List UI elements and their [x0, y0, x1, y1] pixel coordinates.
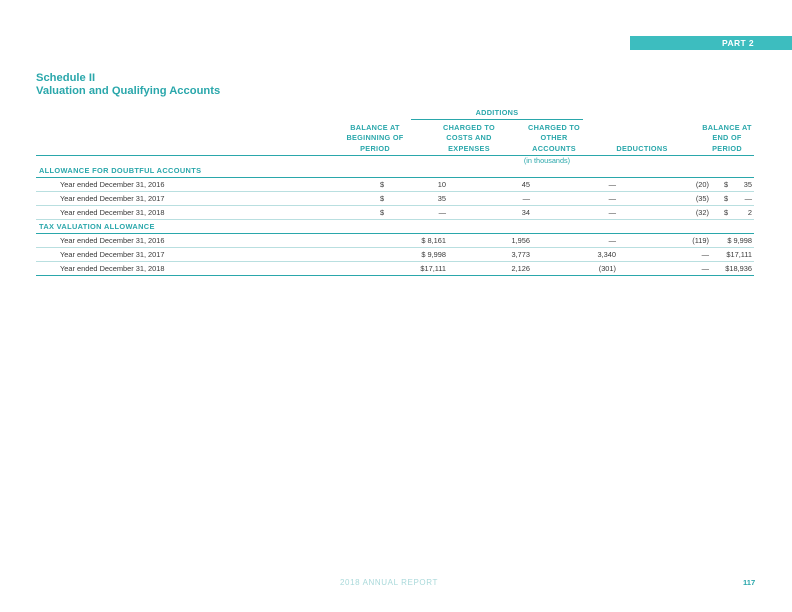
title-line-1: Schedule II — [36, 72, 96, 84]
balance-end-value: 35 — [743, 180, 752, 189]
charged-other-value: 3,340 — [597, 250, 616, 259]
table-row — [36, 192, 754, 206]
charged-costs-value: 45 — [521, 180, 530, 189]
dollar-sign: $ — [380, 194, 385, 203]
column-header-balance-begin — [336, 123, 414, 154]
dollar-sign: $ — [380, 208, 385, 217]
report-footer: 2018 ANNUAL REPORT — [340, 578, 438, 587]
part-tab — [630, 36, 792, 50]
header-rule — [36, 155, 754, 156]
balance-end-value: — — [744, 194, 752, 203]
column-header-line: END OF — [712, 133, 742, 143]
column-header-line: BALANCE AT — [702, 123, 752, 132]
column-header-deductions — [605, 144, 679, 154]
balance-begin-value: 35 — [437, 194, 446, 203]
balance-begin-value: 10 — [437, 180, 446, 189]
balance-end-value: $ 9,998 — [727, 236, 752, 245]
title-line-2: Valuation and Qualifying Accounts — [36, 84, 221, 97]
page-number: 117 — [743, 578, 756, 587]
column-header-line: PERIOD — [712, 143, 742, 153]
dollar-sign: $ — [724, 194, 729, 203]
charged-costs-value: 1,956 — [511, 236, 530, 245]
page-title — [36, 72, 220, 97]
charged-costs-value: — — [522, 194, 530, 203]
charged-costs-value: 3,773 — [511, 250, 530, 259]
deductions-value: — — [701, 264, 709, 273]
table-row — [36, 248, 754, 262]
deductions-value: (119) — [692, 236, 709, 245]
column-header-line: OTHER — [540, 133, 568, 143]
dollar-sign: $ — [724, 208, 729, 217]
dollar-sign: $ — [724, 180, 729, 189]
table-row — [36, 234, 754, 248]
column-header-charged-other — [512, 123, 596, 154]
column-header-line: DEDUCTIONS — [616, 143, 668, 153]
charged-other-value: — — [608, 180, 616, 189]
charged-other-value: — — [608, 194, 616, 203]
column-header-line: BALANCE AT — [350, 123, 400, 132]
row-label: Year ended December 31, 2018 — [60, 208, 165, 217]
units-note: (in thousands) — [523, 156, 571, 165]
deductions-value: — — [701, 250, 709, 259]
charged-other-value: — — [608, 236, 616, 245]
charged-costs-value: 2,126 — [511, 264, 530, 273]
row-label: Year ended December 31, 2016 — [60, 236, 165, 245]
column-header-line: COSTS AND — [446, 133, 492, 143]
column-header-line: CHARGED TO — [443, 123, 495, 132]
deductions-value: (20) — [695, 180, 709, 189]
additions-rule — [411, 119, 583, 120]
charged-costs-value: 34 — [521, 208, 530, 217]
deductions-value: (35) — [695, 194, 709, 203]
balance-begin-value: $ 8,161 — [421, 236, 446, 245]
charged-other-value: (301) — [598, 264, 616, 273]
column-header-line: ACCOUNTS — [532, 143, 576, 153]
dollar-sign: $ — [380, 180, 385, 189]
row-label: Year ended December 31, 2018 — [60, 264, 165, 273]
column-header-charged-costs — [426, 123, 512, 154]
table-row — [36, 206, 754, 220]
row-label: Year ended December 31, 2017 — [60, 250, 165, 259]
row-label: Year ended December 31, 2016 — [60, 180, 165, 189]
column-header-line: EXPENSES — [448, 143, 490, 153]
balance-end-value: $17,111 — [726, 250, 752, 259]
additions-header: ADDITIONS — [475, 108, 519, 117]
balance-begin-value: — — [438, 208, 446, 217]
section-tax-valuation: TAX VALUATION ALLOWANCE — [36, 220, 754, 234]
table-row — [36, 178, 754, 192]
balance-begin-value: $ 9,998 — [421, 250, 446, 259]
section-doubtful-accounts: ALLOWANCE FOR DOUBTFUL ACCOUNTS — [36, 164, 754, 178]
column-header-line: BEGINNING OF — [346, 133, 404, 143]
deductions-value: (32) — [695, 208, 709, 217]
table-row — [36, 262, 754, 276]
column-header-line: PERIOD — [360, 143, 390, 153]
row-label: Year ended December 31, 2017 — [60, 194, 165, 203]
column-header-line: CHARGED TO — [528, 123, 580, 132]
column-header-balance-end — [690, 123, 764, 154]
balance-end-value: 2 — [747, 208, 752, 217]
balance-end-value: $18,936 — [725, 264, 752, 273]
balance-begin-value: $17,111 — [420, 264, 446, 273]
charged-other-value: — — [608, 208, 616, 217]
part-label: PART 2 — [722, 38, 754, 48]
